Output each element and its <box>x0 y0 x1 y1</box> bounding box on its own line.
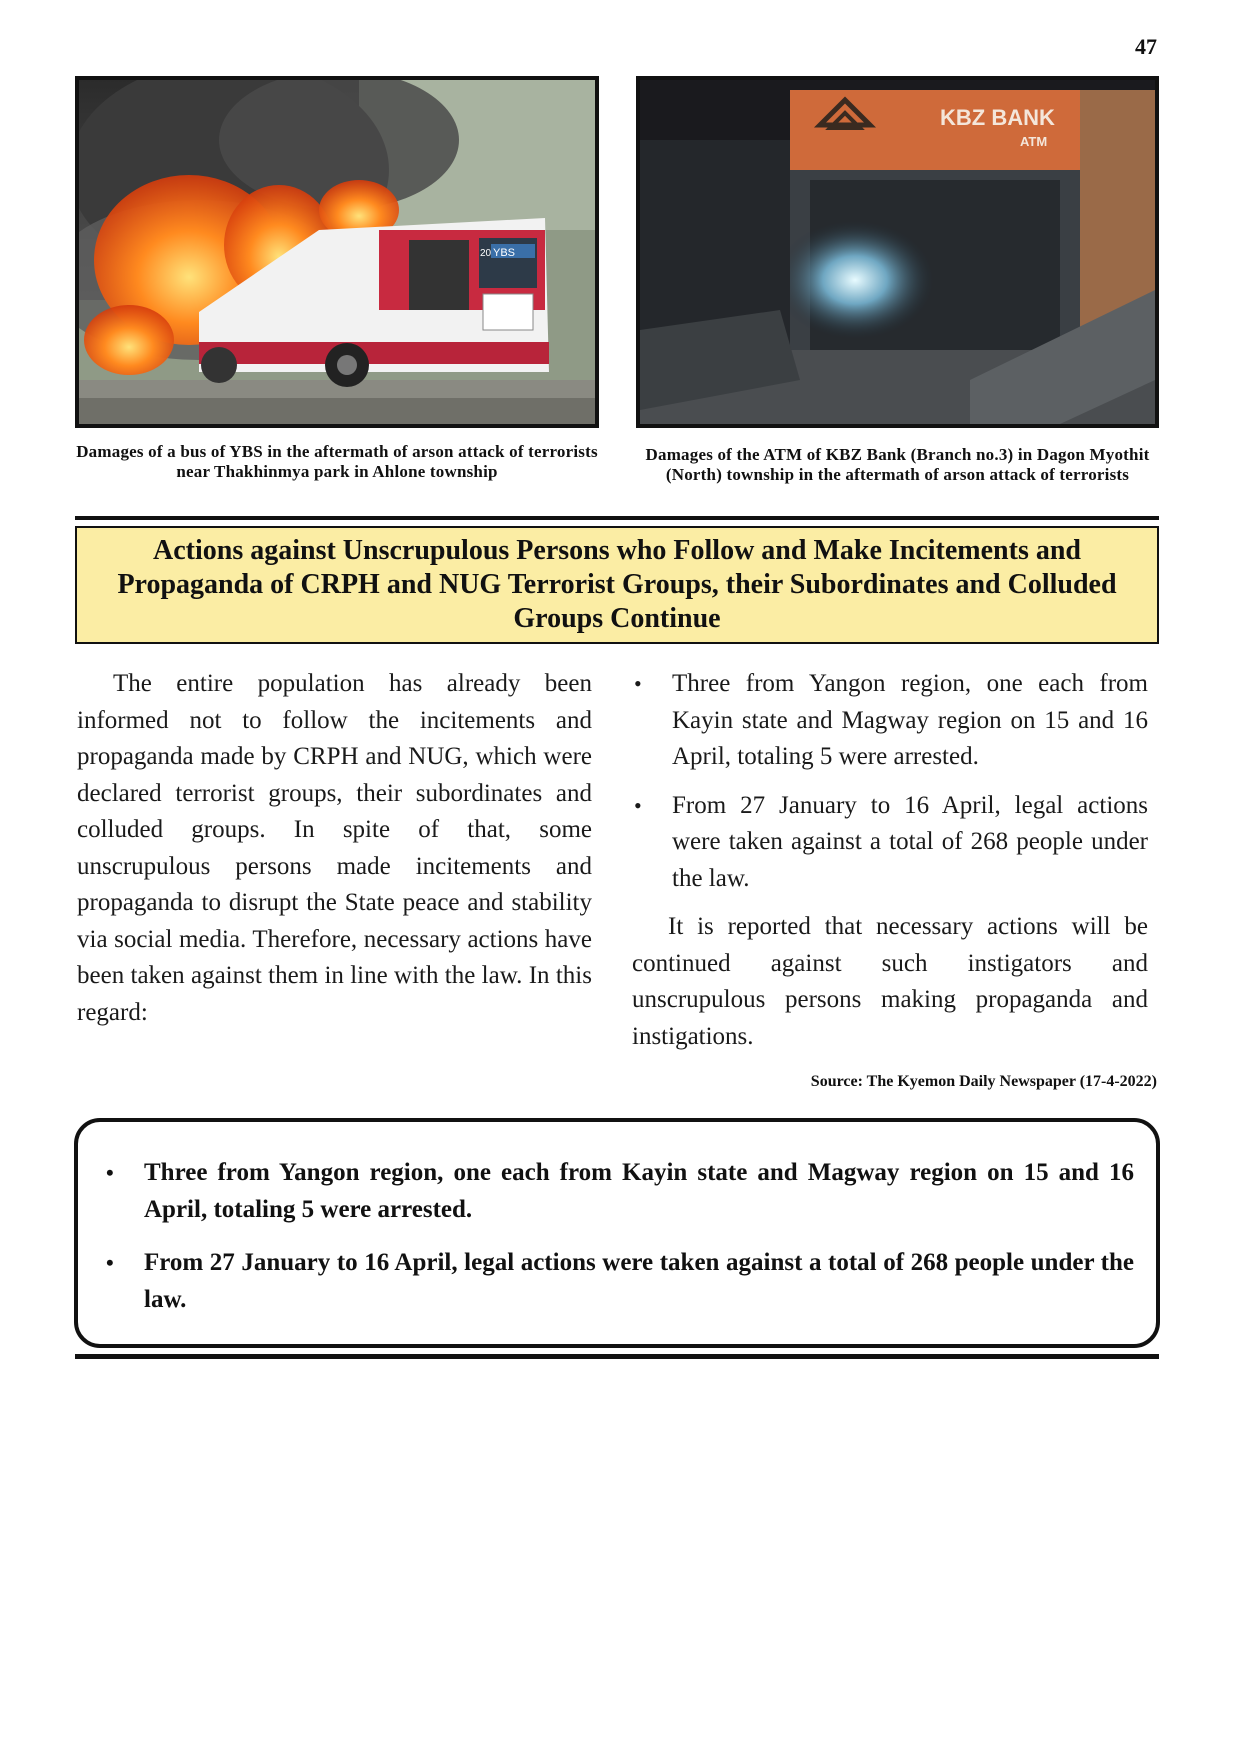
burning-bus-photo <box>75 76 599 428</box>
summary-list <box>94 1154 1134 1318</box>
atm-sign-sublabel: ATM <box>1020 134 1048 149</box>
photo-caption-left: Damages of a bus of YBS in the aftermath of arson attack of terrorists near Thakhinmya park in Ahlone township <box>76 442 598 481</box>
article-bullet-list <box>632 666 1148 897</box>
bullet-icon: • <box>106 1250 114 1275</box>
article-bullet-text: From 27 January to 16 April, legal actions were taken against a total of 268 people under the law. <box>672 791 1148 892</box>
section-divider-top <box>75 516 1159 520</box>
summary-item-text: Three from Yangon region, one each from Kayin state and Magway region on 15 and 16 April, totaling 5 were arrested. <box>144 1159 1134 1223</box>
bus-operator-label: YBS <box>493 247 516 259</box>
article-intro: The entire population has already been informed not to follow the incitements and propaganda made by CRPH and NUG, which were declared terrorist groups, their subordinates and colluded groups. In spite of that, some unscrupulous persons made incitements and propaganda to disrupt the State peace and stability via social media. Therefore, necessary actions have been taken against them in line with the law. In this regard: <box>77 670 592 1026</box>
summary-item <box>94 1154 1134 1228</box>
article-column-left <box>77 666 592 1031</box>
bullet-icon: • <box>106 1160 114 1185</box>
article-bullet-text: Three from Yangon region, one each from Kayin state and Magway region on 15 and 16 April, totaling 5 were arrested. <box>672 670 1148 770</box>
bullet-icon: • <box>634 792 642 818</box>
damaged-atm-photo <box>636 76 1159 428</box>
headline-box <box>75 526 1159 644</box>
burning-bus-image <box>79 80 595 424</box>
summary-item-text: From 27 January to 16 April, legal actions were taken against a total of 268 people under the law. <box>144 1249 1134 1313</box>
page-number: 47 <box>1135 34 1157 59</box>
bullet-icon: • <box>634 671 642 696</box>
bus-route-label: 20 <box>480 248 492 259</box>
headline: Actions against Unscrupulous Persons who Follow and Make Incitements and Propaganda of CRPH and NUG Terrorist Groups, their Subordinates and Colluded Groups Continue <box>117 535 1117 634</box>
source-citation: Source: The Kyemon Daily Newspaper (17-4-2022) <box>810 1073 1157 1090</box>
section-divider-bottom <box>75 1354 1159 1359</box>
article-bullet-item <box>632 666 1148 776</box>
article-column-right <box>632 666 1148 1055</box>
summary-box <box>74 1118 1160 1348</box>
photo-caption-right: Damages of the ATM of KBZ Bank (Branch no.3) in Dagon Myothit (North) township in the aftermath of arson attack of terrorists <box>645 445 1150 484</box>
article-bullet-item <box>632 788 1148 898</box>
atm-sign-label: KBZ BANK <box>940 105 1055 130</box>
summary-item <box>94 1244 1134 1318</box>
damaged-atm-image <box>640 80 1155 424</box>
article-closing: It is reported that necessary actions will be continued against such instigators and unscrupulous persons making propaganda and instigations. <box>632 913 1148 1050</box>
